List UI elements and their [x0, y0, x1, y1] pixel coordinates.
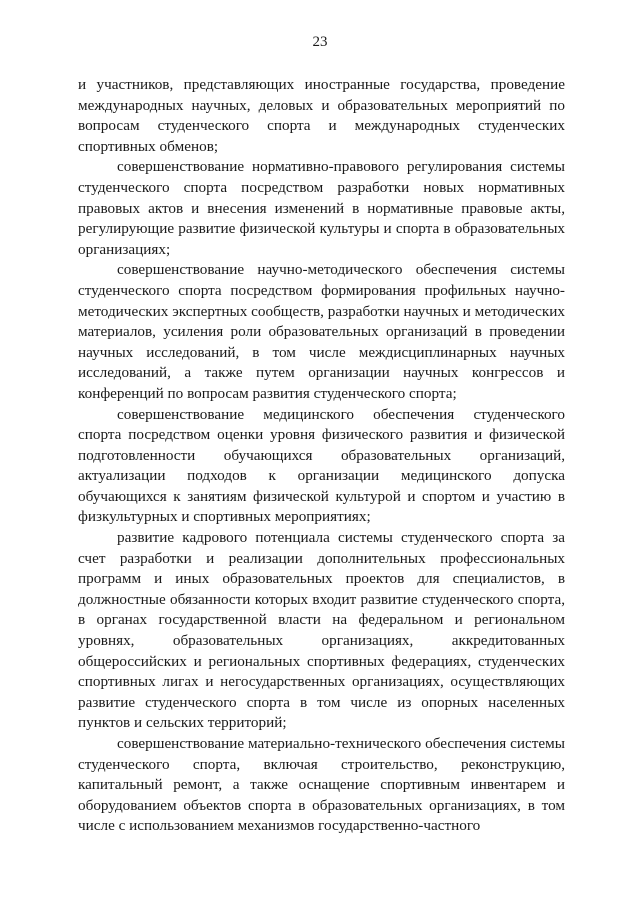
paragraph-material-technical: совершенствование материально-технического обеспечения системы студенческого спорта, включая строительство, реконструкцию, капитальный ремонт, а также оснащение спортивным инвентарем и оборудованием объектов спорта в образовательных организациях, в том числе с использованием механизмов государственно-частного — [78, 735, 565, 835]
document-body — [78, 75, 565, 837]
paragraph-continuation: и участников, представляющих иностранные государства, проведение международных научных, деловых и образовательных мероприятий по вопросам студенческого спорта и международных студенческих спортивных обменов; — [78, 76, 565, 155]
page-number: 23 — [312, 34, 328, 50]
paragraph-personnel-development: развитие кадрового потенциала системы студенческого спорта за счет разработки и реализации дополнительных профессиональных программ и иных образовательных проектов для специалистов, в должностные обязанности которых входит развитие студенческого спорта, в органах государственной власти на федеральном и региональном уровнях, образовательных организациях, аккредитованных общероссийских и региональных спортивных федерациях, студенческих спортивных лигах и негосударственных организациях, осуществляющих развитие студенческого спорта в том числе из опорных населенных пунктов и сельских территорий; — [78, 529, 565, 732]
paragraph-legal-regulation: совершенствование нормативно-правового регулирования системы студенческого спорта посредством разработки новых нормативных правовых актов и внесения изменений в нормативные правовые акты, регулирующие развитие физической культуры и спорта в образовательных организациях; — [78, 158, 565, 258]
paragraph-medical-support: совершенствование медицинского обеспечения студенческого спорта посредством оценки уровня физического развития и физической подготовленности обучающихся образовательных организаций, актуализации подходов к организации медицинского допуска обучающихся к занятиям физической культурой и спортом и участию в физкультурных и спортивных мероприятиях; — [78, 405, 565, 526]
paragraph-scientific-methodical: совершенствование научно-методического обеспечения системы студенческого спорта посредством формирования профильных научно-методических экспертных сообществ, разработки научных и методических материалов, усиления роли образовательных организаций в проведении научных исследований, в том числе междисциплинарных научных исследований, а также путем организации научных конгрессов и конференций по вопросам развития студенческого спорта; — [78, 261, 565, 402]
